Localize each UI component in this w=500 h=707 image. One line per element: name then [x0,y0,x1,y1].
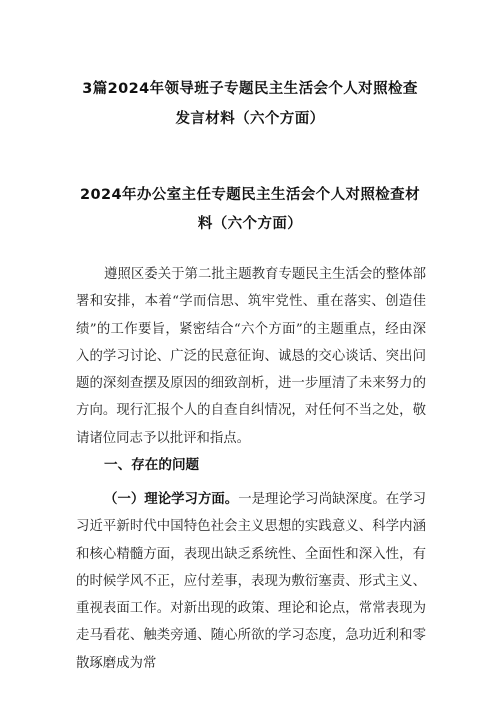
article-title-line-1: 2024年办公室主任专题民主生活会个人对照检查材 [80,187,420,203]
section-heading: 一、存在的问题 [104,457,200,473]
subsection-label: （一）理论学习方面。 [104,492,239,507]
intro-text: 遵照区委关于第二批主题教育专题民主生活会的整体部署和安排，本着“学而信思、筑牢党性、重在落实、创造佳绩”的工作要旨，紧密结合“六个方面”的主题重点，经由深入的学习讨论、广泛的民意征询、诚恳的交心谈话、突出问题的深刻查摆及原因的细致剖析，进一步厘清了未来努力的方向。现行汇报个人的自查自纠情况，对任何不当之处，敬请诸位同志予以批评和指点。 [76,267,426,446]
document-title-line-1: 3篇2024年领导班子专题民主生活会个人对照检查 [82,81,418,97]
subsection-text: 一是理论学习尚缺深度。在学习习近平新时代中国特色社会主义思想的实践意义、科学内涵和核心精髓方面，表现出缺乏系统性、全面性和深入性，有的时候学风不正，应付差事，表现为敷衍塞责、形式主义、重视表面工作。对新出现的政策、理论和论点，常常表现为走马看花、触类旁通、随心所欲的学习态度，急功近利和零散琢磨成为常 [76,492,427,671]
subsection-paragraph [76,486,426,677]
document-title-line-2: 发言材料（六个方面） [175,111,325,127]
article-title-line-2: 料（六个方面） [197,216,303,232]
intro-paragraph [76,261,426,452]
